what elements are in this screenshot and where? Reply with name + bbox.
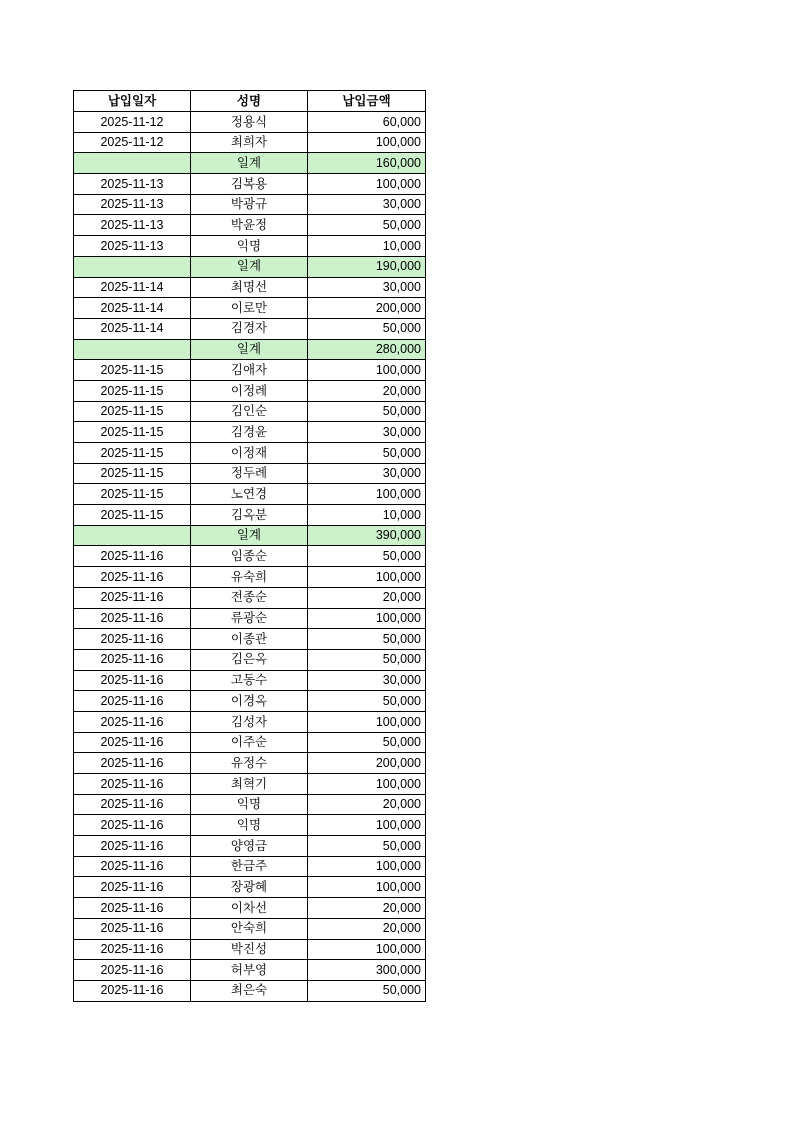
- cell-subtotal-label: 일계: [191, 153, 308, 174]
- table-header-row: [74, 91, 426, 112]
- table-row: [74, 587, 426, 608]
- cell-date: 2025-11-13: [74, 194, 191, 215]
- cell-date: 2025-11-16: [74, 567, 191, 588]
- column-header-amount: 납입금액: [308, 91, 426, 112]
- cell-date: 2025-11-16: [74, 877, 191, 898]
- cell-amount: 100,000: [308, 608, 426, 629]
- cell-subtotal-amount: 280,000: [308, 339, 426, 360]
- cell-date: 2025-11-15: [74, 484, 191, 505]
- cell-name: 장광혜: [191, 877, 308, 898]
- cell-name: 노연경: [191, 484, 308, 505]
- table-row: [74, 194, 426, 215]
- cell-amount: 100,000: [308, 856, 426, 877]
- cell-amount: 100,000: [308, 877, 426, 898]
- table-row: [74, 732, 426, 753]
- cell-amount: 100,000: [308, 711, 426, 732]
- cell-subtotal-amount: 160,000: [308, 153, 426, 174]
- cell-subtotal-label: 일계: [191, 339, 308, 360]
- table-row: [74, 112, 426, 133]
- cell-amount: 200,000: [308, 753, 426, 774]
- table-row: [74, 443, 426, 464]
- cell-amount: 20,000: [308, 918, 426, 939]
- cell-name: 양영금: [191, 836, 308, 857]
- cell-amount: 60,000: [308, 112, 426, 133]
- cell-date: 2025-11-12: [74, 112, 191, 133]
- table-row: [74, 463, 426, 484]
- cell-amount: 20,000: [308, 898, 426, 919]
- cell-name: 익명: [191, 794, 308, 815]
- cell-amount: 50,000: [308, 732, 426, 753]
- cell-amount: 100,000: [308, 174, 426, 195]
- cell-name: 최혁기: [191, 774, 308, 795]
- cell-date: 2025-11-16: [74, 691, 191, 712]
- cell-date: 2025-11-12: [74, 132, 191, 153]
- cell-name: 김애자: [191, 360, 308, 381]
- table-row: [74, 629, 426, 650]
- table-row: [74, 360, 426, 381]
- cell-name: 이경옥: [191, 691, 308, 712]
- cell-date: 2025-11-16: [74, 939, 191, 960]
- cell-name: 임종순: [191, 546, 308, 567]
- cell-amount: 20,000: [308, 794, 426, 815]
- cell-name: 박진성: [191, 939, 308, 960]
- table-row: [74, 691, 426, 712]
- payment-ledger-table: [73, 90, 426, 1002]
- cell-name: 이정재: [191, 443, 308, 464]
- cell-name: 김경자: [191, 318, 308, 339]
- cell-name: 김복용: [191, 174, 308, 195]
- cell-amount: 100,000: [308, 939, 426, 960]
- table-row: [74, 505, 426, 526]
- cell-amount: 20,000: [308, 587, 426, 608]
- cell-date: 2025-11-16: [74, 856, 191, 877]
- cell-subtotal-label: 일계: [191, 256, 308, 277]
- cell-date: 2025-11-16: [74, 711, 191, 732]
- cell-amount: 30,000: [308, 670, 426, 691]
- cell-amount: 30,000: [308, 422, 426, 443]
- table-header: [74, 91, 426, 112]
- cell-date: 2025-11-14: [74, 277, 191, 298]
- cell-name: 익명: [191, 236, 308, 257]
- table-row: [74, 960, 426, 981]
- cell-date: 2025-11-16: [74, 670, 191, 691]
- cell-date: 2025-11-15: [74, 380, 191, 401]
- table-row: [74, 380, 426, 401]
- table-row: [74, 670, 426, 691]
- cell-amount: 50,000: [308, 401, 426, 422]
- table-row: [74, 794, 426, 815]
- column-header-date: 납입일자: [74, 91, 191, 112]
- cell-date: 2025-11-15: [74, 401, 191, 422]
- cell-date: 2025-11-16: [74, 732, 191, 753]
- cell-amount: 200,000: [308, 298, 426, 319]
- cell-name: 류광순: [191, 608, 308, 629]
- cell-name: 최희자: [191, 132, 308, 153]
- cell-name: 익명: [191, 815, 308, 836]
- cell-name: 최은숙: [191, 980, 308, 1001]
- cell-date: 2025-11-16: [74, 608, 191, 629]
- table-row: [74, 236, 426, 257]
- cell-amount: 50,000: [308, 443, 426, 464]
- cell-name: 최명선: [191, 277, 308, 298]
- cell-amount: 10,000: [308, 505, 426, 526]
- cell-subtotal-label: 일계: [191, 525, 308, 546]
- table-row: [74, 277, 426, 298]
- cell-subtotal-amount: 390,000: [308, 525, 426, 546]
- table-row: [74, 298, 426, 319]
- cell-amount: 50,000: [308, 691, 426, 712]
- cell-date: 2025-11-16: [74, 794, 191, 815]
- table-row: [74, 898, 426, 919]
- cell-name: 김경윤: [191, 422, 308, 443]
- cell-date: 2025-11-16: [74, 980, 191, 1001]
- cell-date: 2025-11-13: [74, 174, 191, 195]
- table-row: [74, 649, 426, 670]
- cell-amount: 10,000: [308, 236, 426, 257]
- table-row: [74, 422, 426, 443]
- payment-ledger-sheet: [73, 90, 425, 1002]
- table-row: [74, 980, 426, 1001]
- cell-date: 2025-11-15: [74, 422, 191, 443]
- subtotal-row: [74, 256, 426, 277]
- cell-date: 2025-11-16: [74, 546, 191, 567]
- cell-name: 박광규: [191, 194, 308, 215]
- cell-date: 2025-11-16: [74, 629, 191, 650]
- cell-date: 2025-11-16: [74, 587, 191, 608]
- cell-amount: 30,000: [308, 463, 426, 484]
- cell-amount: 100,000: [308, 774, 426, 795]
- table-body: [74, 112, 426, 1002]
- cell-amount: 50,000: [308, 318, 426, 339]
- table-row: [74, 174, 426, 195]
- cell-name: 정용식: [191, 112, 308, 133]
- cell-amount: 50,000: [308, 546, 426, 567]
- cell-name: 이주순: [191, 732, 308, 753]
- cell-name: 정두례: [191, 463, 308, 484]
- cell-name: 김옥분: [191, 505, 308, 526]
- cell-name: 고동수: [191, 670, 308, 691]
- cell-date: 2025-11-16: [74, 836, 191, 857]
- cell-amount: 300,000: [308, 960, 426, 981]
- cell-amount: 100,000: [308, 484, 426, 505]
- table-row: [74, 567, 426, 588]
- table-row: [74, 711, 426, 732]
- cell-amount: 100,000: [308, 132, 426, 153]
- cell-amount: 100,000: [308, 360, 426, 381]
- subtotal-row: [74, 525, 426, 546]
- table-row: [74, 877, 426, 898]
- table-row: [74, 215, 426, 236]
- cell-amount: 30,000: [308, 194, 426, 215]
- cell-date: 2025-11-15: [74, 505, 191, 526]
- table-row: [74, 318, 426, 339]
- cell-date: 2025-11-16: [74, 815, 191, 836]
- cell-amount: 50,000: [308, 649, 426, 670]
- cell-name: 김성자: [191, 711, 308, 732]
- cell-name: 유정수: [191, 753, 308, 774]
- cell-amount: 50,000: [308, 215, 426, 236]
- subtotal-row: [74, 339, 426, 360]
- table-row: [74, 608, 426, 629]
- cell-date: 2025-11-14: [74, 298, 191, 319]
- table-row: [74, 815, 426, 836]
- cell-name: 이종관: [191, 629, 308, 650]
- cell-amount: 20,000: [308, 380, 426, 401]
- table-row: [74, 753, 426, 774]
- cell-date: 2025-11-14: [74, 318, 191, 339]
- cell-amount: 100,000: [308, 815, 426, 836]
- cell-date: [74, 339, 191, 360]
- table-row: [74, 836, 426, 857]
- cell-date: 2025-11-16: [74, 774, 191, 795]
- cell-date: [74, 256, 191, 277]
- cell-amount: 30,000: [308, 277, 426, 298]
- table-row: [74, 546, 426, 567]
- table-row: [74, 401, 426, 422]
- cell-name: 박윤정: [191, 215, 308, 236]
- table-row: [74, 484, 426, 505]
- cell-date: 2025-11-13: [74, 215, 191, 236]
- table-row: [74, 774, 426, 795]
- cell-date: [74, 525, 191, 546]
- cell-name: 이로만: [191, 298, 308, 319]
- cell-amount: 50,000: [308, 836, 426, 857]
- table-row: [74, 856, 426, 877]
- cell-amount: 50,000: [308, 980, 426, 1001]
- cell-name: 허부영: [191, 960, 308, 981]
- cell-date: [74, 153, 191, 174]
- cell-name: 전종순: [191, 587, 308, 608]
- table-row: [74, 939, 426, 960]
- cell-date: 2025-11-15: [74, 360, 191, 381]
- cell-date: 2025-11-13: [74, 236, 191, 257]
- cell-name: 김인순: [191, 401, 308, 422]
- cell-date: 2025-11-16: [74, 753, 191, 774]
- cell-subtotal-amount: 190,000: [308, 256, 426, 277]
- cell-name: 김은옥: [191, 649, 308, 670]
- cell-name: 안숙희: [191, 918, 308, 939]
- table-row: [74, 918, 426, 939]
- table-row: [74, 132, 426, 153]
- cell-name: 이차선: [191, 898, 308, 919]
- cell-name: 유숙희: [191, 567, 308, 588]
- cell-amount: 50,000: [308, 629, 426, 650]
- cell-date: 2025-11-16: [74, 649, 191, 670]
- cell-date: 2025-11-15: [74, 443, 191, 464]
- column-header-name: 성명: [191, 91, 308, 112]
- cell-name: 이정례: [191, 380, 308, 401]
- cell-date: 2025-11-16: [74, 898, 191, 919]
- subtotal-row: [74, 153, 426, 174]
- cell-date: 2025-11-16: [74, 960, 191, 981]
- cell-name: 한금주: [191, 856, 308, 877]
- cell-date: 2025-11-16: [74, 918, 191, 939]
- cell-date: 2025-11-15: [74, 463, 191, 484]
- cell-amount: 100,000: [308, 567, 426, 588]
